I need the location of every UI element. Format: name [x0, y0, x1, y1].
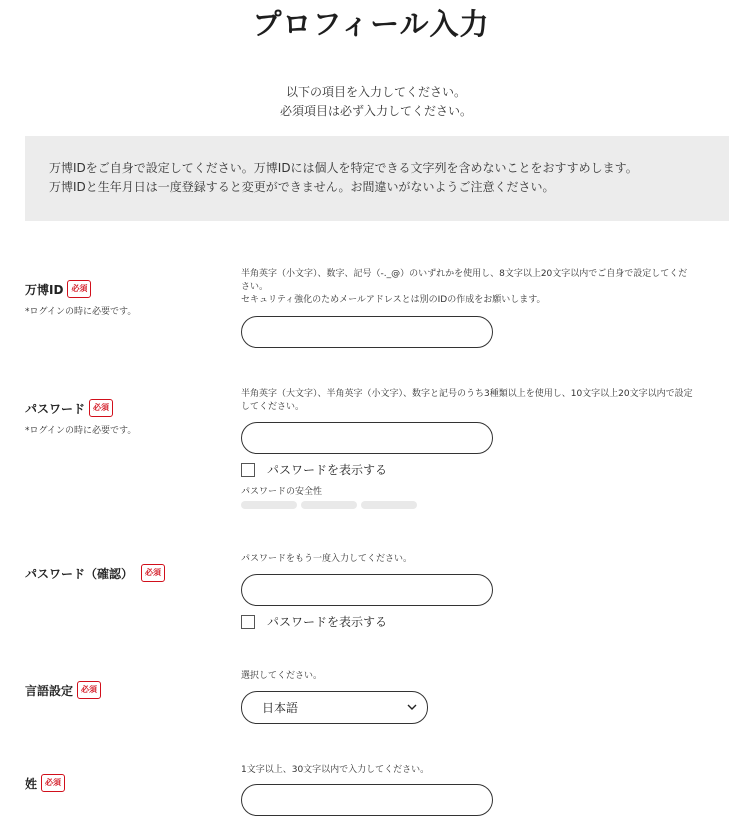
- intro-text: [0, 83, 742, 121]
- language-select[interactable]: [241, 691, 428, 724]
- intro-line-2: 必須項目は必ず入力してください。: [279, 104, 472, 118]
- password-strength-segment: [301, 501, 357, 509]
- last-name-label: [25, 774, 65, 792]
- password-hint-line-2: してください。: [241, 402, 305, 412]
- language-selected-value: 日本語: [262, 701, 299, 715]
- expo-id-hint-line-2: さい。: [241, 282, 269, 292]
- password-confirm-label-text: パスワード（確認）: [25, 566, 134, 581]
- show-password-toggle[interactable]: [241, 461, 387, 478]
- show-password-confirm-toggle[interactable]: [241, 613, 387, 630]
- language-label: [25, 681, 101, 699]
- password-hint-line-1: 半角英字（大文字）、半角英字（小文字）、数字と記号のうち3種類以上を使用し、10文字以上20文字以内で設定: [241, 389, 693, 399]
- last-name-hint: 1文字以上、30文字以内で入力してください。: [241, 765, 430, 775]
- required-badge: 必須: [141, 564, 165, 582]
- show-password-label: パスワードを表示する: [267, 463, 388, 477]
- password-strength-label: パスワードの安全性: [241, 487, 323, 497]
- password-strength-segment: [361, 501, 417, 509]
- expo-id-hint: [241, 268, 736, 307]
- last-name-input[interactable]: [241, 784, 493, 816]
- language-label-text: 言語設定: [25, 683, 74, 698]
- language-hint: 選択してください。: [241, 671, 323, 681]
- expo-id-label-text: 万博ID: [25, 282, 64, 297]
- required-badge: 必須: [41, 774, 65, 792]
- password-input[interactable]: [241, 422, 493, 454]
- notice-box: [25, 136, 729, 221]
- password-hint: [241, 388, 736, 414]
- notice-line-2: 万博IDと生年月日は一度登録すると変更ができません。お間違いがないようご注意ください。: [49, 180, 555, 194]
- password-confirm-label: [25, 564, 165, 582]
- page-title: プロフィール入力: [252, 7, 490, 41]
- expo-id-sublabel: *ログインの時に必要です。: [25, 307, 137, 317]
- show-password-confirm-checkbox[interactable]: [241, 615, 255, 629]
- required-badge: 必須: [67, 280, 91, 298]
- chevron-down-icon: [407, 703, 417, 711]
- last-name-label-text: 姓: [25, 776, 38, 791]
- password-sublabel: *ログインの時に必要です。: [25, 426, 137, 436]
- notice-line-1: 万博IDをご自身で設定してください。万博IDには個人を特定できる文字列を含めないことをおすすめします。: [49, 161, 638, 175]
- password-label: [25, 399, 113, 417]
- expo-id-hint-line-3: セキュリティ強化のためメールアドレスとは別のIDの作成をお願いします。: [241, 295, 546, 305]
- password-confirm-hint: パスワードをもう一度入力してください。: [241, 554, 413, 564]
- expo-id-label: [25, 280, 91, 298]
- expo-id-input[interactable]: [241, 316, 493, 348]
- expo-id-hint-line-1: 半角英字（小文字）、数字、記号（-._@）のいずれかを使用し、8文字以上20文字以内でご自身で設定してくだ: [241, 269, 688, 279]
- required-badge: 必須: [89, 399, 113, 417]
- required-badge: 必須: [77, 681, 101, 699]
- password-label-text: パスワード: [25, 401, 86, 416]
- intro-line-1: 以下の項目を入力してください。: [285, 85, 466, 99]
- show-password-checkbox[interactable]: [241, 463, 255, 477]
- show-password-confirm-label: パスワードを表示する: [267, 615, 388, 629]
- password-confirm-input[interactable]: [241, 574, 493, 606]
- password-strength-segment: [241, 501, 297, 509]
